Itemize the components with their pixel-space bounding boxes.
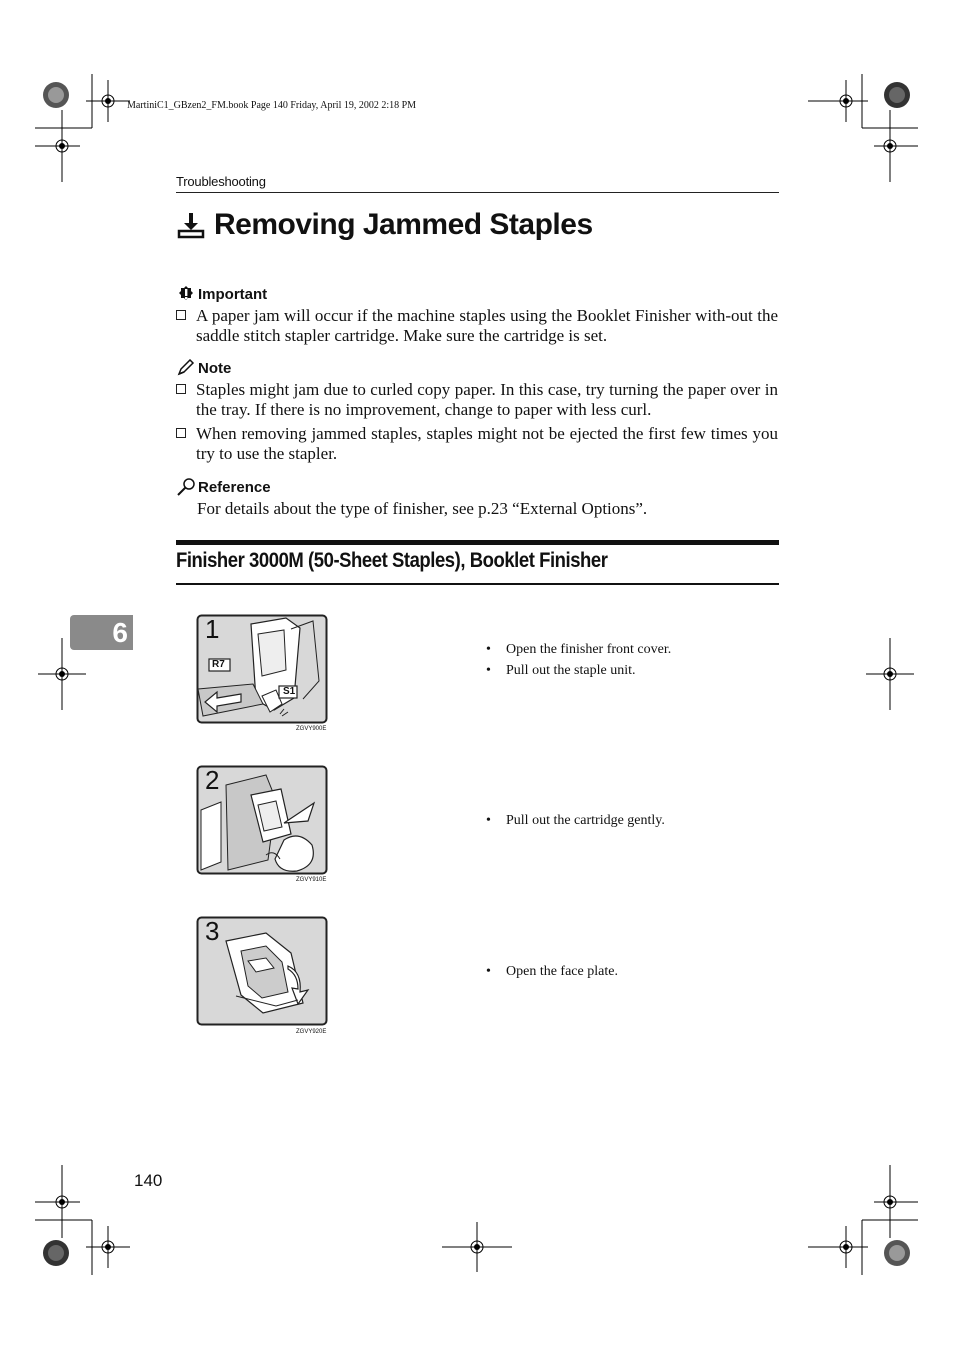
reference-block [176, 477, 647, 519]
book-info: MartiniC1_GBzen2_FM.book Page 140 Friday, April 19, 2002 2:18 PM [127, 100, 417, 111]
figure-code: ZGVY900E [296, 726, 327, 732]
step-1-number: 1 [205, 614, 220, 644]
section-heading: Finisher 3000M (50-Sheet Staples), Booklet Finisher [176, 549, 608, 572]
header-rule [176, 192, 779, 193]
note-label: Note [176, 359, 778, 377]
page-number: 140 [134, 1171, 163, 1190]
note-block [176, 359, 778, 464]
staple-icon [176, 211, 206, 239]
step-3-number: 3 [205, 916, 220, 946]
important-item: A paper jam will occur if the machine staples using the Booklet Finisher with-out the saddle stitch stapler cartridge. Make sure the cartridge is set. [176, 306, 778, 346]
step-1-instructions [486, 639, 671, 681]
checkbox-glyph [176, 384, 186, 394]
reference-text: For details about the type of finisher, see p.23 “External Options”. [197, 499, 648, 518]
magnifier-icon [176, 477, 196, 497]
callout-r7: R7 [212, 659, 225, 670]
step-2-number: 2 [205, 765, 220, 795]
page-title-text: Removing Jammed Staples [214, 208, 593, 241]
pencil-icon [176, 359, 196, 377]
instruction-item: • Pull out the staple unit. [486, 660, 671, 681]
reference-label: Reference [176, 477, 647, 497]
figure-code: ZGVY910E [296, 877, 327, 883]
section-rule-bottom [176, 583, 779, 585]
instruction-item: • Pull out the cartridge gently. [486, 810, 665, 831]
checkbox-glyph [176, 428, 186, 438]
note-item: When removing jammed staples, staples might not be ejected the first few times you try to use the stapler. [176, 424, 778, 464]
chapter-tab: 6 [70, 615, 133, 650]
figure-code: ZGVY920E [296, 1029, 327, 1035]
section-rule-top [176, 540, 779, 545]
page-title [176, 208, 593, 242]
important-label: Important [176, 285, 778, 303]
important-icon [176, 285, 196, 303]
instruction-item: • Open the face plate. [486, 961, 618, 982]
important-block [176, 285, 778, 346]
callout-s1: S1 [283, 686, 296, 697]
note-item: Staples might jam due to curled copy paper. In this case, try turning the paper over in the tray. If there is no improvement, change to paper with less curl. [176, 380, 778, 420]
checkbox-glyph [176, 310, 186, 320]
step-2-instructions [486, 810, 665, 831]
running-head: Troubleshooting [176, 174, 266, 189]
instruction-item: • Open the finisher front cover. [486, 639, 671, 660]
step-3-instructions [486, 961, 618, 982]
